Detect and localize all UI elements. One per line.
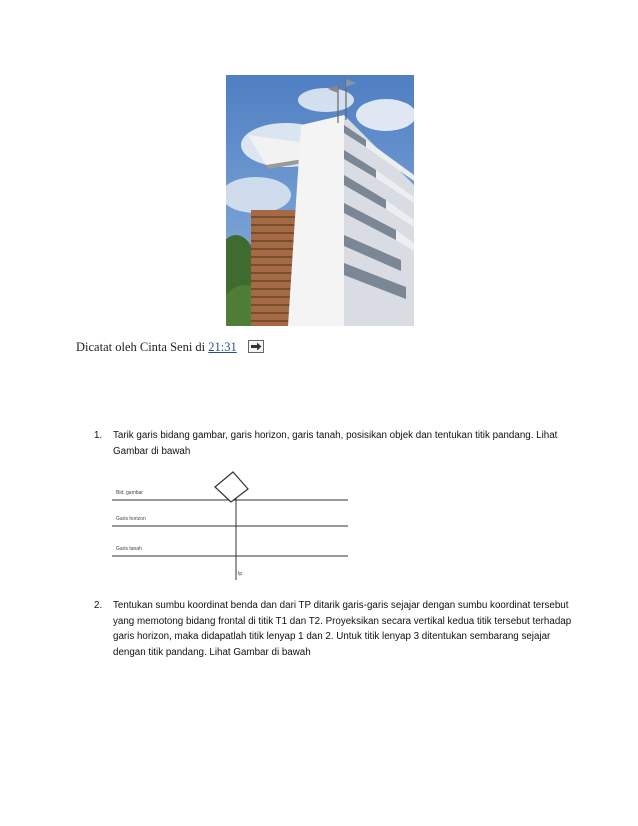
list-number: 2. (94, 600, 103, 611)
posted-by-text: Dicatat oleh Cinta Seni di (76, 340, 206, 354)
post-footer (76, 340, 264, 355)
list-text: Tentukan sumbu koordinat benda dan dari TP ditarik garis-garis sejajar dengan sumbu koordinat tersebut yang memotong bidang frontal di titik T1 dan T2. Proyeksikan secara vertikal kedua titik tersebut terhadap garis horizon, maka didapatlah titik lenyap 1 dan 2. Untuk titik lenyap 3 ditentukan sembarang sejajar dengan titik pandang. Lihat Gambar di bawah (113, 600, 572, 658)
building-photo (226, 75, 414, 326)
figure-label-tp: tp (238, 571, 243, 577)
list-text: Tarik garis bidang gambar, garis horizon, garis tanah, posisikan objek dan tentukan titik pandang. Lihat Gambar di bawah (113, 430, 558, 457)
perspective-figure (112, 470, 352, 582)
share-arrow-icon[interactable] (248, 340, 264, 353)
figure-label-horizon: Garis horizon (116, 516, 146, 522)
list-number: 1. (94, 430, 103, 441)
figure-label-bid-gambar: Bid. gambar (116, 490, 143, 496)
post-time-link[interactable]: 21:31 (208, 340, 237, 354)
figure-label-tanah: Garis tanah (116, 546, 142, 552)
